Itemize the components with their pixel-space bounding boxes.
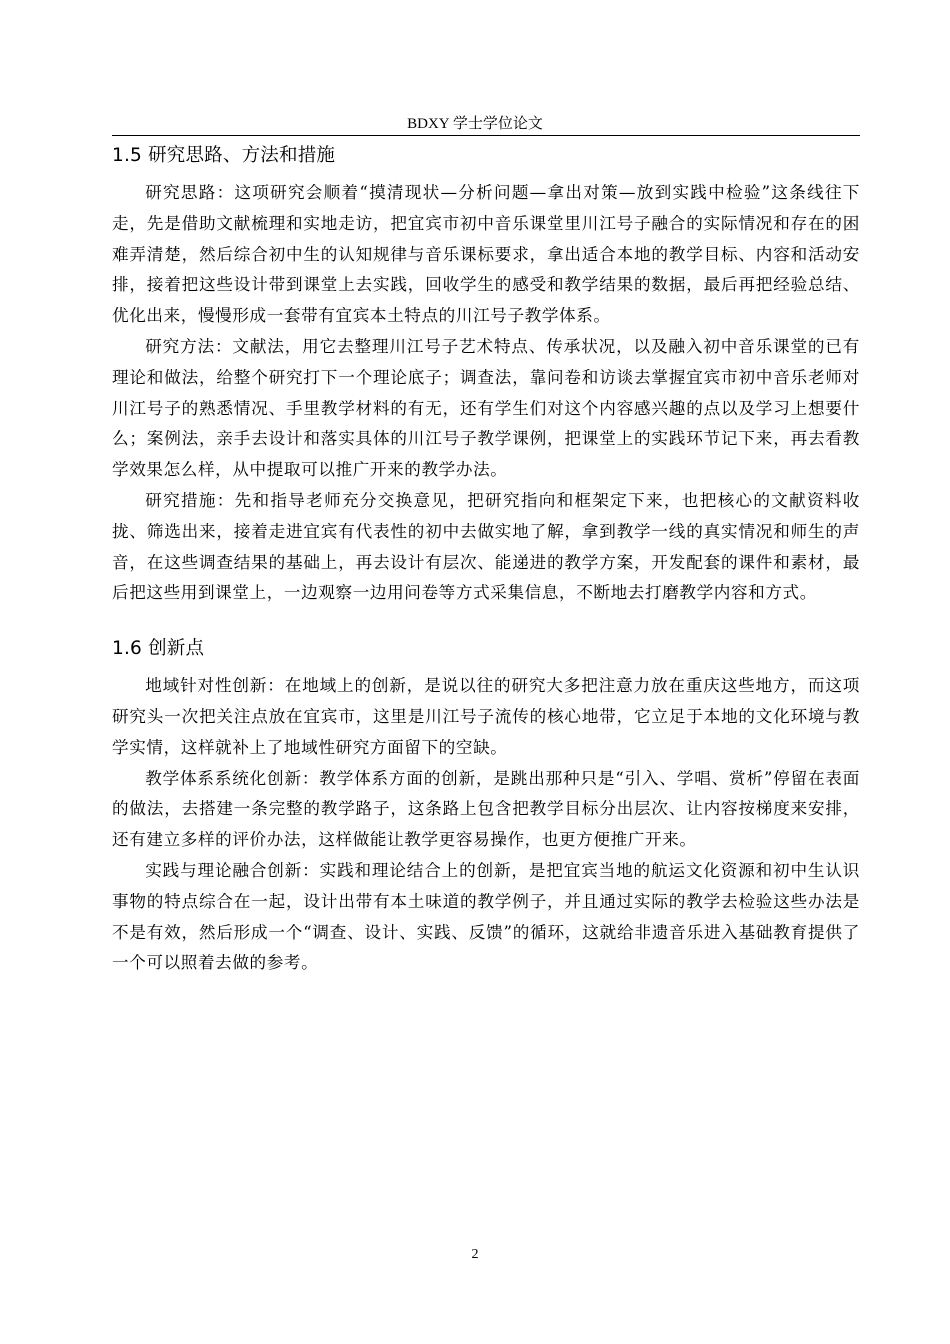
document-body [112,142,860,979]
section-heading: 1.5 研究思路、方法和措施 [112,145,336,166]
section-heading: 1.6 创新点 [112,638,205,660]
section-gap [112,609,860,635]
paragraph-practice-theory-innovation: 实践与理论融合创新：实践和理论结合上的创新，是把宜宾当地的航运文化资源和初中生认识事物的特点综合在一起，设计出带有本土味道的教学例子，并且通过实际的教学去检验这些办法是不是有效，然后形成一个“调查、设计、实践、反馈”的循环，这就给非遗音乐进入基础教育提供了一个可以照着去做的参考。 [112,860,860,973]
paragraph-regional-innovation: 地域针对性创新：在地域上的创新，是说以往的研究大多把注意力放在重庆这些地方，而这项研究头一次把关注点放在宜宾市，这里是川江号子流传的核心地带，它立足于本地的文化环境与教学实情，这样就补上了地域性研究方面留下的空缺。 [112,676,860,757]
paragraph-research-methods: 研究方法：文献法，用它去整理川江号子艺术特点、传承状况，以及融入初中音乐课堂的已有理论和做法，给整个研究打下一个理论底子；调查法，靠问卷和访谈去掌握宜宾市初中音乐老师对川江号子的熟悉情况、手里教学材料的有无，还有学生们对这个内容感兴趣的点以及学习上想要什么；案例法，亲手去设计和落实具体的川江号子教学课例，把课堂上的实践环节记下来，再去看教学效果怎么样，从中提取可以推广开来的教学办法。 [112,336,860,480]
section-research-approach [112,142,860,609]
paragraph-system-innovation: 教学体系系统化创新：教学体系方面的创新，是跳出那种只是“引入、学唱、赏析”停留在表面的做法，去搭建一条完整的教学路子，这条路上包含把教学目标分出层次、让内容按梯度来安排，还有建立多样的评价办法，这样做能让教学更容易操作，也更方便推广开来。 [112,768,860,850]
section-innovation [112,635,860,979]
page-number: 2 [471,1247,479,1262]
page-header: BDXY 学士学位论文 [407,116,543,132]
paragraph-research-ideas: 研究思路：这项研究会顺着“摸清现状—分析问题—拿出对策—放到实践中检验”这条线往下走，先是借助文献梳理和实地走访，把宜宾市初中音乐课堂里川江号子融合的实际情况和存在的困难弄清楚，然后综合初中生的认知规律与音乐课标要求，拿出适合本地的教学目标、内容和活动安排，接着把这些设计带到课堂上去实践，回收学生的感受和教学结果的数据，最后再把经验总结、优化出来，慢慢形成一套带有宜宾本土特点的川江号子教学体系。 [112,183,860,326]
header-rule [112,135,860,136]
paragraph-research-measures: 研究措施：先和指导老师充分交换意见，把研究指向和框架定下来，也把核心的文献资料收拢、筛选出来，接着走进宜宾有代表性的初中去做实地了解，拿到教学一线的真实情况和师生的声音，在这些调查结果的基础上，再去设计有层次、能递进的教学方案，开发配套的课件和素材，最后把这些用到课堂上，一边观察一边用问卷等方式采集信息，不断地去打磨教学内容和方式。 [112,490,860,603]
